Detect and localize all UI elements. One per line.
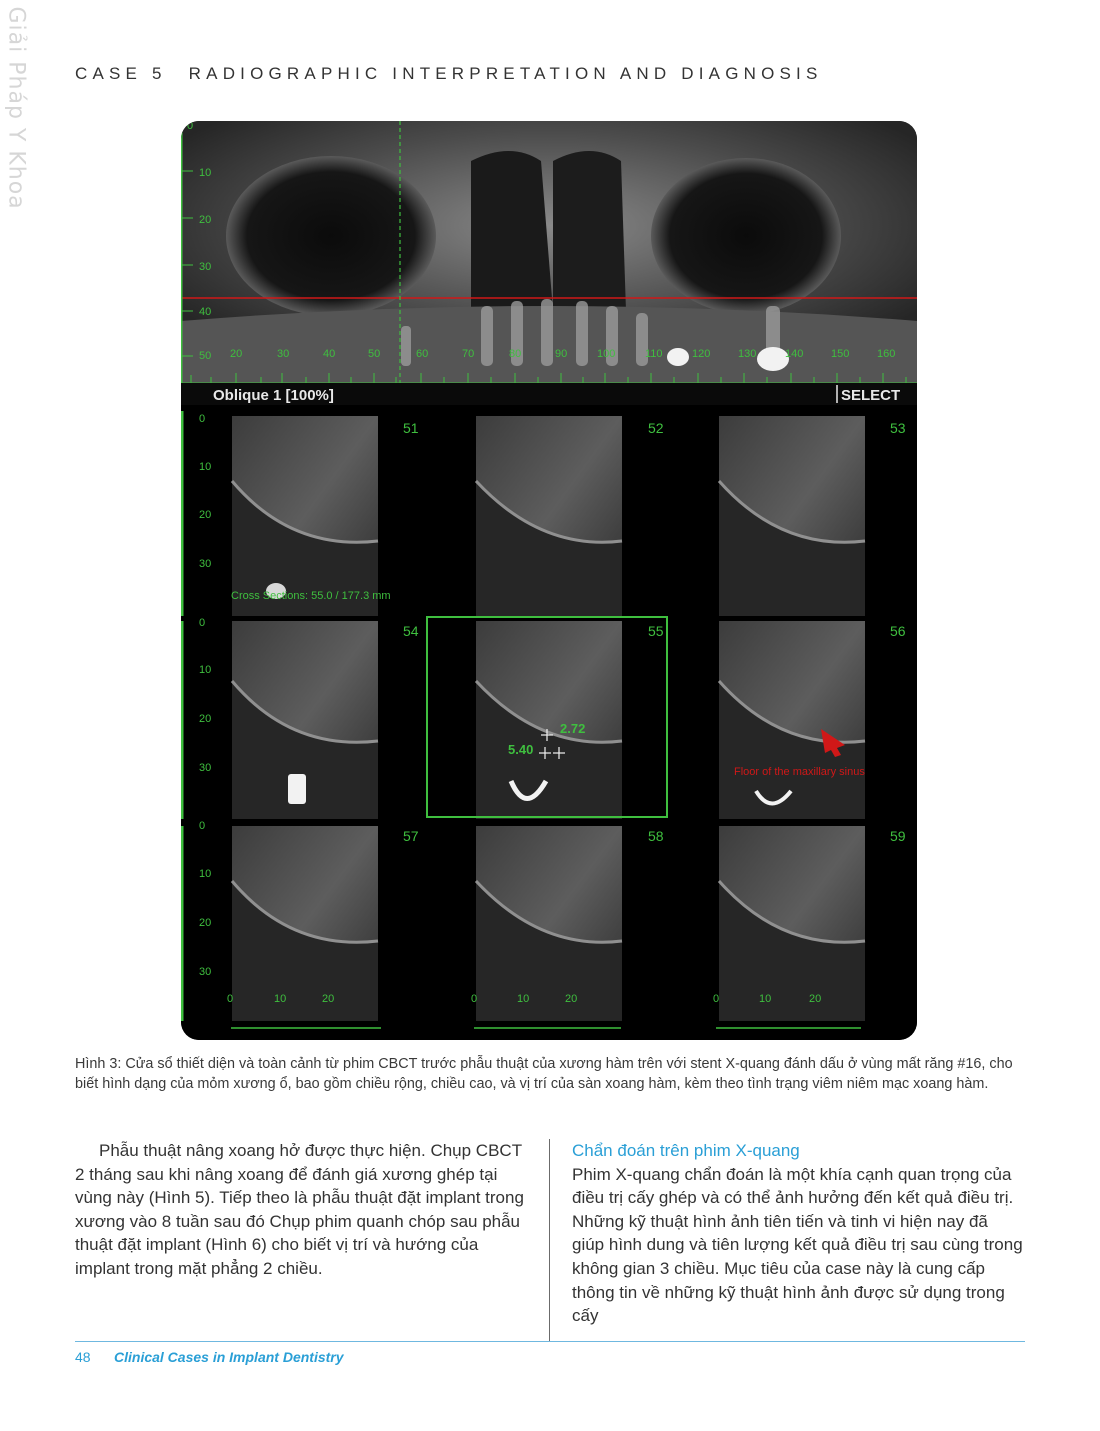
oblique-label: Oblique 1 [100%]: [213, 387, 334, 404]
bottom-tick: 20: [322, 993, 335, 1005]
cbct-image: [181, 121, 917, 1040]
cross-section-label: Cross Sections: 55.0 / 177.3 mm: [231, 590, 391, 602]
slice-number: 51: [403, 420, 419, 436]
slice-number: 54: [403, 623, 419, 639]
side-tick: 0: [199, 820, 206, 832]
running-head: [75, 64, 823, 84]
bottom-tick: 10: [517, 993, 530, 1005]
ruler-bottom-label: 130: [738, 348, 757, 360]
ruler-top-40: 40: [199, 306, 212, 318]
ruler-bottom-label: 120: [692, 348, 711, 360]
slice-number: 52: [648, 420, 664, 436]
ruler-top-50: 50: [199, 350, 212, 362]
side-tick: 30: [199, 558, 212, 570]
slice-number: 56: [890, 623, 906, 639]
annotation-sinus-floor: Floor of the maxillary sinus: [734, 766, 865, 778]
slice-number: 58: [648, 828, 664, 844]
section-heading: Chẩn đoán trên phim X-quang: [572, 1141, 800, 1160]
side-tick: 0: [199, 617, 206, 629]
side-tick: 30: [199, 966, 212, 978]
bottom-tick: 0: [471, 993, 478, 1005]
ruler-bottom-label: 70: [462, 348, 475, 360]
select-button[interactable]: SELECT: [841, 387, 901, 404]
slice-number: 55: [648, 623, 664, 639]
ruler-bottom-label: 90: [555, 348, 568, 360]
side-tick: 10: [199, 461, 212, 473]
side-tick: 0: [199, 413, 206, 425]
watermark: Giải Pháp Y Khoa: [3, 6, 29, 210]
ruler-top-30: 30: [199, 261, 212, 273]
column-divider: [549, 1139, 550, 1341]
cbct-figure: [181, 121, 917, 1040]
side-tick: 10: [199, 868, 212, 880]
side-tick: 30: [199, 762, 212, 774]
case-label: CASE 5: [75, 64, 167, 83]
cross-section-grid: [181, 405, 917, 1040]
slice-number: 59: [890, 828, 906, 844]
ruler-top-0: 0: [187, 121, 194, 132]
chapter-title: RADIOGRAPHIC INTERPRETATION AND DIAGNOSIS: [188, 64, 823, 83]
ruler-top-20: 20: [199, 214, 212, 226]
footer-rule: [75, 1341, 1025, 1342]
page-number: 48: [75, 1349, 91, 1365]
ruler-bottom-label: 110: [645, 348, 663, 360]
book-title: Clinical Cases in Implant Dentistry: [114, 1349, 344, 1365]
bottom-tick: 10: [274, 993, 287, 1005]
ruler-bottom-label: 60: [416, 348, 429, 360]
slice-number: 57: [403, 828, 419, 844]
ruler-bottom-label: 40: [323, 348, 336, 360]
side-tick: 20: [199, 917, 212, 929]
bottom-tick: 10: [759, 993, 772, 1005]
section-text: Phim X-quang chẩn đoán là một khía cạnh quan trọng của điều trị cấy ghép và có thể ảnh hưởng đến kết quả điều trị. Những kỹ thuật hình ảnh tiên tiến và tinh vi hiện nay đã giúp hình dung và tiên lượng kết quả điều trị sau cùng trong không gian 3 chiều. Mục tiêu của case này là cung cấp thông tin về những kỹ thuật hình ảnh được sử dụng trong cấy: [572, 1164, 1023, 1326]
ruler-bottom-label: 100: [597, 348, 616, 360]
ruler-bottom-label: 150: [831, 348, 850, 360]
ruler-bottom-label: 50: [368, 348, 381, 360]
bottom-tick: 0: [713, 993, 720, 1005]
body-left-column: Phẫu thuật nâng xoang hở được thực hiện. Chụp CBCT 2 tháng sau khi nâng xoang để đánh giá xương ghép tại vùng này (Hình 5). Tiếp theo là phẫu thuật đặt implant trong xương vào 8 tuần sau đó Chụp phim quanh chóp sau phẫu thuật đặt implant (Hình 6) cho biết vị trí và hướng của implant trong mặt phẳng 2 chiều.: [75, 1141, 524, 1278]
ruler-bottom: [230, 348, 895, 360]
measurement-width: 5.40: [508, 742, 534, 757]
bottom-tick: 0: [227, 993, 234, 1005]
ruler-bottom-label: 80: [509, 348, 522, 360]
ruler-bottom-label: 140: [785, 348, 804, 360]
ruler-bottom-label: 30: [277, 348, 290, 360]
ruler-bottom-label: 20: [230, 348, 243, 360]
panoramic-view: [181, 121, 917, 383]
bottom-tick: 20: [809, 993, 822, 1005]
side-tick: 10: [199, 664, 212, 676]
body-right-column: [572, 1139, 1024, 1328]
figure-caption: Hình 3: Cửa sổ thiết diện và toàn cảnh từ phim CBCT trước phẫu thuật của xương hàm trên với stent X-quang đánh dấu ở vùng mất răng #16, cho biết hình dạng của mỏm xương ổ, bao gồm chiều rộng, chiều cao, và vị trí của sàn xoang hàm, kèm theo tình trạng viêm niêm mạc xoang hàm.: [75, 1056, 1013, 1092]
side-tick: 20: [199, 509, 212, 521]
bottom-tick: 20: [565, 993, 578, 1005]
measurement-height: 2.72: [560, 721, 586, 736]
side-tick: 20: [199, 713, 212, 725]
ruler-top-10: 10: [199, 167, 212, 179]
slice-number: 53: [890, 420, 906, 436]
ruler-bottom-label: 160: [877, 348, 896, 360]
